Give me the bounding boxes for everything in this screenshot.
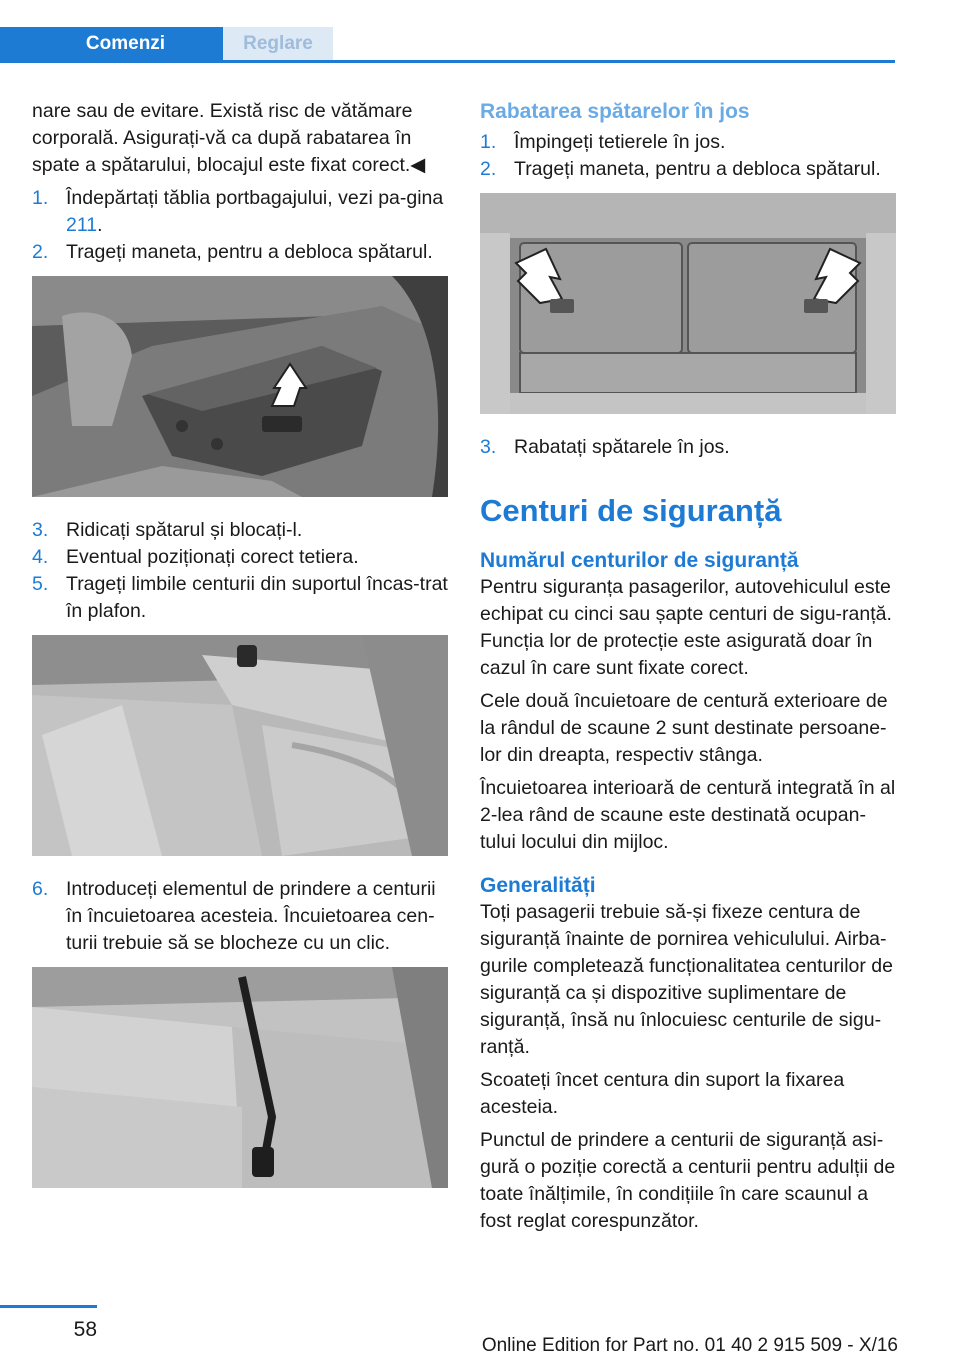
photo-cargo-lever [32, 276, 448, 497]
steps-list-b [32, 517, 448, 625]
step-item [32, 876, 448, 957]
paragraph: Pentru siguranța pasagerilor, autovehiculul este echipat cu cinci sau șapte centuri de sigu-ranță. Funcția lor de protecție este asigurată doar în cazul în care sunt fixate corect. [480, 576, 892, 679]
belt-buckle-illustration [32, 967, 448, 1188]
paragraph: Punctul de prindere a centurii de siguranță asi-gură o poziție corectă a centurii pentru adulții de toate înălțimile, în condițiile în care scaunul a fost reglat corespunzător. [480, 1129, 896, 1232]
step-item [32, 544, 448, 571]
steps-list-c [32, 876, 448, 957]
general-heading: Generalități [480, 874, 596, 897]
left-column [32, 98, 448, 1208]
section-title: Centuri de siguranță [480, 493, 782, 528]
edition-note: Online Edition for Part no. 01 40 2 915 509 - X/16 [481, 1335, 898, 1356]
fold-steps-a [480, 129, 896, 183]
cargo-lever-illustration [32, 276, 448, 497]
step-item: 1. Îndepărtați tăblia portbagajului, vezi pa-gina 211. [32, 187, 444, 236]
paragraph: Toți pasagerii trebuie să-și fixeze centura de siguranță înainte de pornirea vehiculului. Airba-gurile completează funcționalitatea centurilor de siguranță ca și dispozitive suplimentare de siguranță, însă nu înlocuiesc centurile de sigu-ranță. [480, 901, 893, 1058]
tab-comenzi[interactable]: Comenzi [28, 27, 223, 60]
step-number: 2. [32, 241, 49, 263]
belt-ceiling-illustration [32, 635, 448, 856]
step-item [32, 239, 448, 266]
step-text: Împingeți tetierele în jos. [514, 131, 726, 153]
step-text: Rabatați spătarele în jos. [514, 436, 730, 458]
page-number: 58 [73, 1318, 97, 1341]
step-item [480, 156, 896, 183]
step-item [32, 571, 448, 625]
footer-rule [0, 1305, 97, 1308]
photo-belt-ceiling [32, 635, 448, 856]
step-number: 2. [480, 158, 497, 180]
step-text: Trageți limbile centurii din suportul încas-trat în plafon. [66, 573, 448, 622]
steps-list-a [32, 185, 448, 266]
warning-continuation: nare sau de evitare. Există risc de vătămare corporală. Asigurați-vă ca după rabatarea în spate a spătarului, blocajul este fixat corect.◀ [32, 100, 426, 176]
step-text: Ridicați spătarul și blocați-l. [66, 519, 303, 541]
right-column [480, 98, 896, 1241]
paragraph: Scoateți încet centura din suport la fixarea acesteia. [480, 1069, 845, 1118]
step-number: 3. [480, 436, 497, 458]
step-text: Trageți maneta, pentru a debloca spătarul. [66, 241, 433, 263]
step-number: 1. [480, 131, 497, 153]
paragraph: Cele două încuietoare de centură exterioare de la rândul de scaune 2 sunt destinate persoane-lor din dreapta, respectiv stânga. [480, 690, 888, 766]
step-number: 6. [32, 878, 49, 900]
page-link[interactable]: 211 [66, 214, 98, 236]
count-heading: Numărul centurilor de siguranță [480, 549, 799, 572]
photo-rear-seats [480, 193, 896, 414]
tab-reglare[interactable]: Reglare [223, 27, 333, 60]
chapter-tabs [0, 27, 895, 63]
step-text: Introduceți elementul de prindere a centurii în încuietoarea acesteia. Încuietoarea cen-turii trebuie să se blocheze cu un clic. [66, 878, 436, 954]
step-text: Trageți maneta, pentru a debloca spătarul. [514, 158, 881, 180]
fold-heading: Rabatarea spătarelor în jos [480, 100, 750, 123]
rear-seats-illustration [480, 193, 896, 414]
tab-accent [0, 27, 28, 60]
step-number: 3. [32, 519, 49, 541]
paragraph: Încuietoarea interioară de centură integrată în al 2-lea rând de scaune este destinată ocupan-tului locului din mijloc. [480, 777, 896, 853]
step-number: 5. [32, 573, 49, 595]
step-item [480, 434, 896, 461]
step-text: Eventual poziționați corect tetiera. [66, 546, 359, 568]
photo-belt-buckle [32, 967, 448, 1188]
step-number: 4. [32, 546, 49, 568]
fold-steps-b [480, 434, 896, 461]
step-item [480, 129, 896, 156]
step-item [32, 517, 448, 544]
step-text: Îndepărtați tăblia portbagajului, vezi pa-gina [66, 187, 444, 209]
step-number: 1. [32, 187, 49, 209]
